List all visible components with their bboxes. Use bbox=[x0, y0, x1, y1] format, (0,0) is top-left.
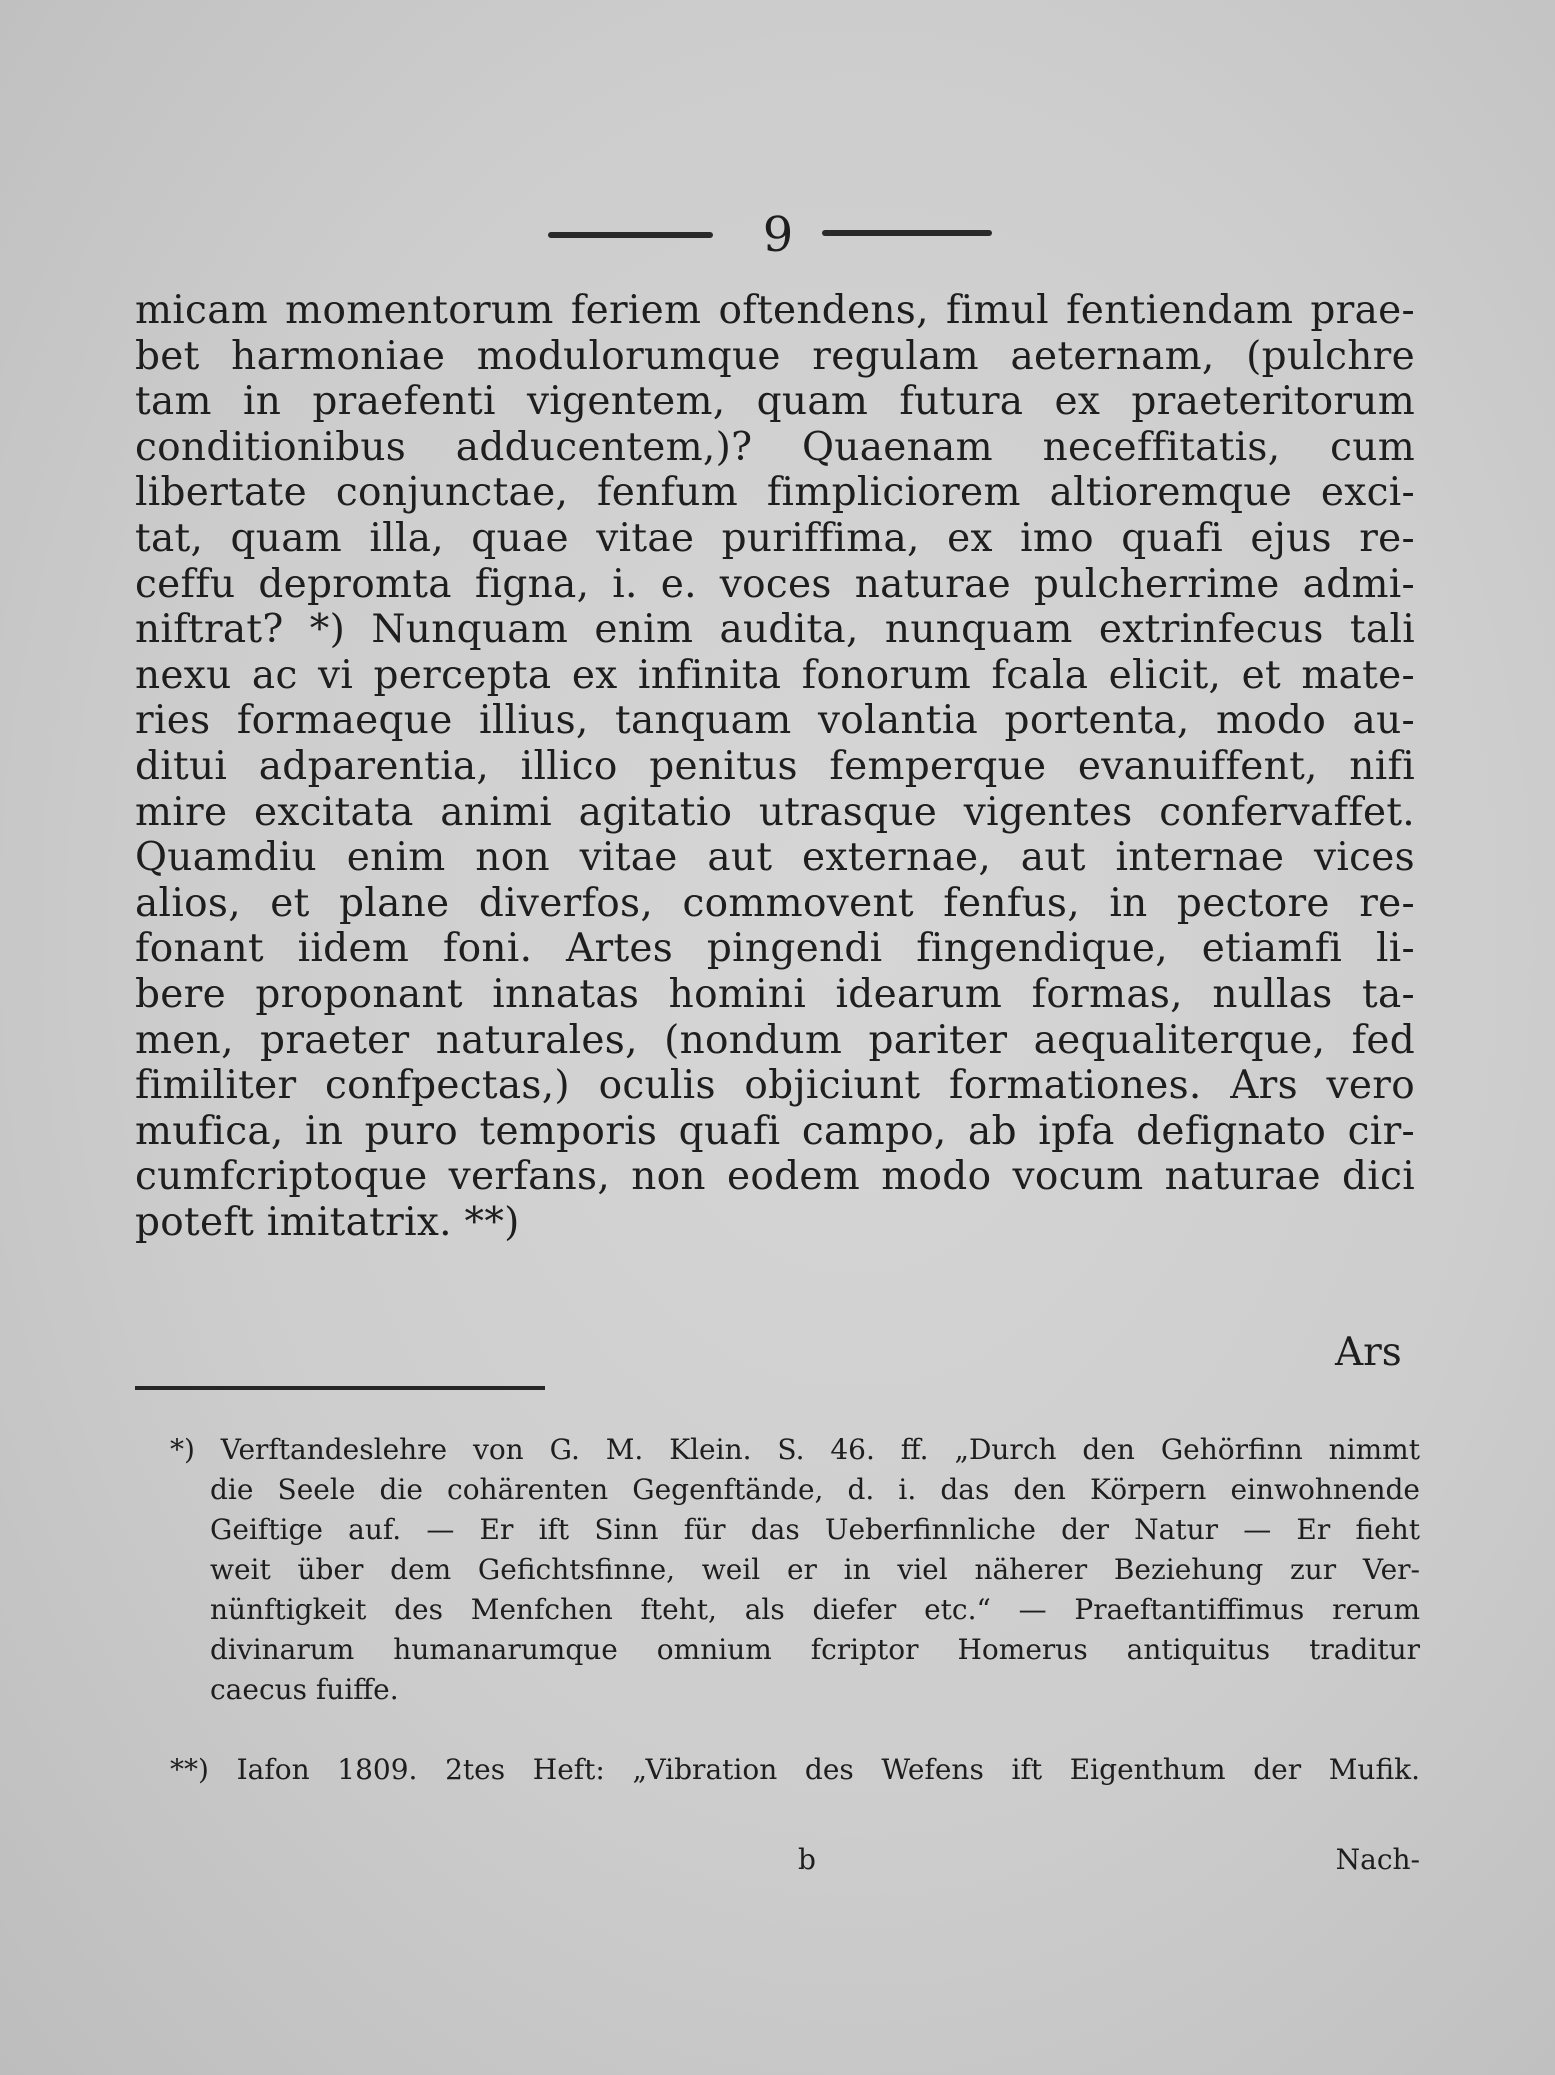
footnotes bbox=[170, 1430, 1420, 1790]
text-line: Quamdiu enim non vitae aut externae, aut internae vices bbox=[135, 835, 1415, 881]
footnote-catchword: Nach- bbox=[1335, 1843, 1420, 1876]
text-line: conditionibus adducentem,)? Quaenam neceffitatis, cum bbox=[135, 424, 1415, 470]
footnote-line: **) Iafon 1809. 2tes Heft: „Vibration des Wefens ift Eigenthum der Mufik. bbox=[170, 1753, 1420, 1786]
text-line: ceffu depromta figna, i. e. voces naturae pulcherrime admi- bbox=[135, 561, 1415, 607]
catchword: Ars bbox=[1335, 1330, 1402, 1375]
page-footer bbox=[170, 1840, 1420, 1880]
text-line: fimiliter confpectas,) oculis objiciunt formationes. Ars vero bbox=[135, 1063, 1415, 1109]
text-line: ditui adparentia, illico penitus femperque evanuiffent, nifi bbox=[135, 743, 1415, 789]
text-line: men, praeter naturales, (nondum pariter aequaliterque, fed bbox=[135, 1017, 1415, 1063]
header-ornament-right bbox=[822, 230, 992, 236]
footnote-line: nünftigkeit des Menfchen fteht, als diefer etc.“ — Praeftantiffimus rerum bbox=[210, 1593, 1420, 1626]
text-line: tat, quam illa, quae vitae puriffima, ex imo quafi ejus re- bbox=[135, 515, 1415, 561]
footnote-line: divinarum humanarumque omnium fcriptor Homerus antiquitus traditur bbox=[210, 1633, 1420, 1666]
page-number: 9 bbox=[762, 207, 794, 263]
text-line: micam momentorum feriem oftendens, fimul fentiendam prae- bbox=[135, 288, 1415, 333]
text-line: tam in praefenti vigentem, quam futura ex praeteritorum bbox=[135, 379, 1415, 425]
text-line: niftrat? *) Nunquam enim audita, nunquam extrinfecus tali bbox=[135, 607, 1415, 653]
text-line: alios, et plane diverfos, commovent fenfus, in pectore re- bbox=[135, 880, 1415, 926]
signature-mark: b bbox=[798, 1843, 816, 1876]
footnote-line: caecus fuiffe. bbox=[210, 1673, 399, 1706]
main-text bbox=[135, 288, 1415, 1245]
text-line: nexu ac vi percepta ex infinita fonorum fcala elicit, et mate- bbox=[135, 652, 1415, 698]
text-line: bet harmoniae modulorumque regulam aeternam, (pulchre bbox=[135, 333, 1415, 379]
text-line: poteft imitatrix. **) bbox=[135, 1199, 520, 1245]
footnote-line: *) Verftandeslehre von G. M. Klein. S. 46. ff. „Durch den Gehörfinn nimmt bbox=[170, 1433, 1420, 1466]
header-ornament-left bbox=[548, 232, 713, 238]
footnote-line: Geiftige auf. — Er ift Sinn für das Ueberfinnliche der Natur — Er fieht bbox=[210, 1513, 1420, 1546]
footnote-divider bbox=[135, 1386, 545, 1390]
text-line: cumfcriptoque verfans, non eodem modo vocum naturae dici bbox=[135, 1154, 1415, 1200]
text-line: ries formaeque illius, tanquam volantia portenta, modo au- bbox=[135, 698, 1415, 744]
text-line: bere proponant innatas homini idearum formas, nullas ta- bbox=[135, 971, 1415, 1017]
footnote-line: weit über dem Gefichtsfinne, weil er in viel näherer Beziehung zur Ver- bbox=[210, 1553, 1420, 1586]
page-header bbox=[0, 205, 1555, 265]
footnote-line: die Seele die cohärenten Gegenftände, d. i. das den Körpern einwohnende bbox=[210, 1473, 1420, 1506]
text-line: mire excitata animi agitatio utrasque vigentes confervaffet. bbox=[135, 789, 1415, 835]
text-line: libertate conjunctae, fenfum fimpliciorem altioremque exci- bbox=[135, 470, 1415, 516]
text-line: mufica, in puro temporis quafi campo, ab ipfa defignato cir- bbox=[135, 1108, 1415, 1154]
text-line: fonant iidem foni. Artes pingendi fingendique, etiamfi li- bbox=[135, 926, 1415, 972]
